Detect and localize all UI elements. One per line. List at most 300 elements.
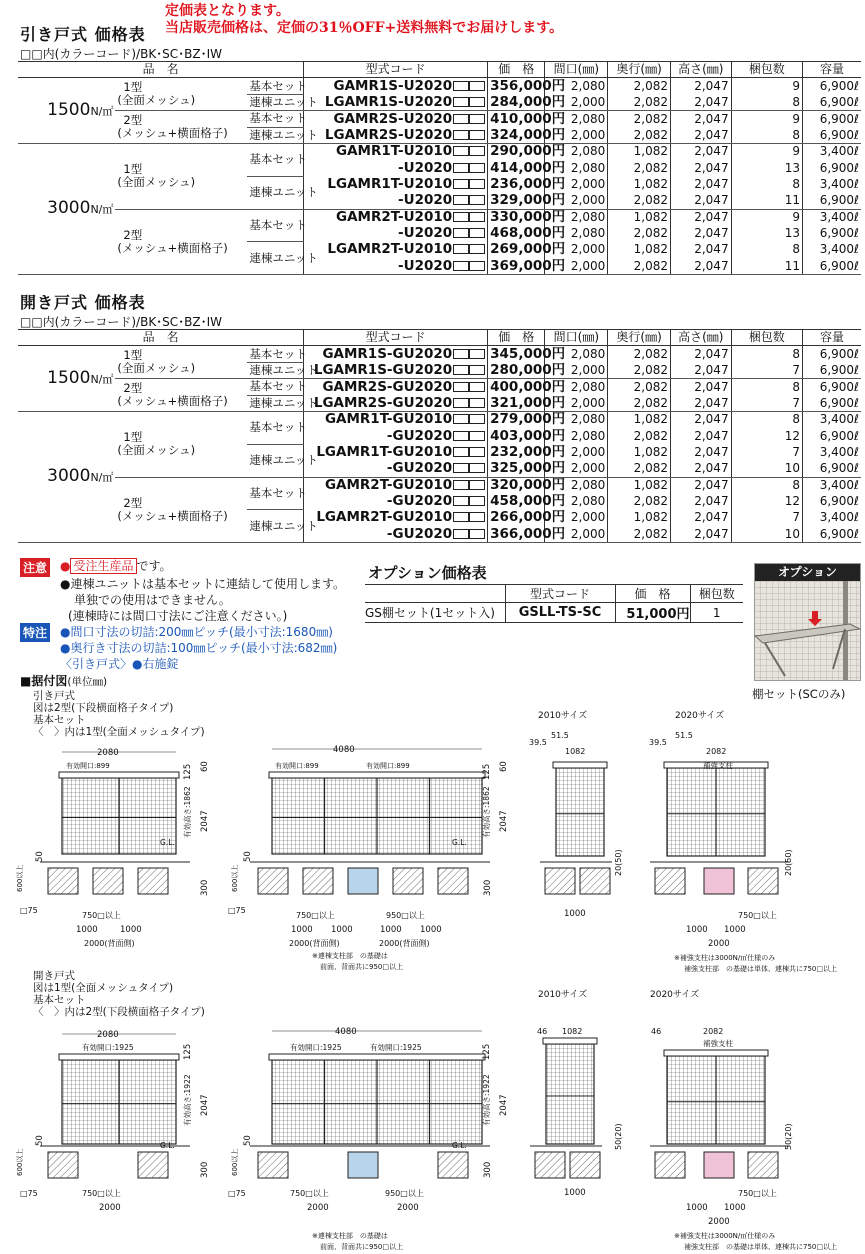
- dim-eff1925-c: 有効開口:1925: [370, 1043, 422, 1052]
- dim-50-a: 50: [35, 851, 45, 862]
- sliding-color-code: □□内(カラーコード)/BK･SC･BZ･IW: [20, 47, 223, 61]
- h-cell: 2,047: [670, 510, 731, 526]
- h-cell: 2,047: [670, 477, 731, 493]
- note-a3: ※連棟支柱部 の基礎は: [312, 1232, 388, 1240]
- d-cell: 2,082: [608, 362, 671, 378]
- footing-e0: [48, 1152, 78, 1178]
- option-pack: 1: [690, 603, 743, 623]
- caution-note-2: 単独での使用はできません。: [74, 593, 231, 607]
- reinf-b: 補強支柱: [703, 1039, 733, 1048]
- model-code: GAMR2T-GU2010: [304, 477, 488, 493]
- price-cell: 356,000円: [488, 78, 545, 94]
- price-cell: 279,000円: [488, 411, 545, 427]
- price-cell: 400,000円: [488, 379, 545, 395]
- footing-b2: [348, 868, 378, 894]
- pk-cell: 7: [731, 444, 802, 460]
- caution-label: 注意: [20, 558, 50, 577]
- caution-note-1: ●連棟ユニットは基本セットに連結して使用します。: [60, 577, 346, 591]
- set-cell: 連棟ユニット: [249, 94, 318, 109]
- dim-2000b-a: 2000(背面側): [84, 939, 135, 948]
- d-cell: 2,082: [608, 461, 671, 477]
- h-cell: 2,047: [670, 395, 731, 411]
- d-cell: 2,082: [608, 258, 671, 274]
- footing-g1: [570, 1152, 600, 1178]
- d-cell: 1,082: [608, 143, 671, 159]
- model-code: LGAMR2T-GU2010: [304, 510, 488, 526]
- model-code: -GU2020: [304, 428, 488, 444]
- price-cell: 403,000円: [488, 428, 545, 444]
- dim-2000-a: 2000: [708, 939, 730, 949]
- option-price: 51,000円: [615, 603, 690, 623]
- type-cell: 2型 (メッシュ+横面格子): [115, 379, 247, 412]
- price-cell: 414,000円: [488, 160, 545, 176]
- pk-cell: 7: [731, 395, 802, 411]
- h-cell: 2,047: [670, 176, 731, 192]
- w-cell: 2,000: [545, 176, 608, 192]
- d-cell: 2,082: [608, 526, 671, 542]
- vol-cell: 6,900ℓ: [802, 493, 861, 509]
- vol-cell: 3,400ℓ: [802, 242, 861, 258]
- footing-c1: [580, 868, 610, 894]
- w-cell: 2,000: [545, 444, 608, 460]
- install-hinged-l3: 基本セット: [33, 994, 86, 1006]
- option-photo-label: オプション: [755, 564, 860, 581]
- vol-cell: 3,400ℓ: [802, 477, 861, 493]
- model-code: GAMR2S-U2020: [304, 111, 488, 127]
- model-code: -U2020: [304, 193, 488, 209]
- w-cell: 2,000: [545, 94, 608, 110]
- dim-750-e: 750□以上: [290, 1189, 329, 1198]
- dim-2082-b: 2082: [703, 1027, 724, 1036]
- dim-1000-g: 1000: [564, 909, 586, 919]
- price-cell: 325,000円: [488, 461, 545, 477]
- sliding-side-2010: [556, 768, 604, 856]
- type-cell: 2型 (メッシュ+横面格子): [115, 111, 247, 144]
- hinged-side-2010: [546, 1044, 594, 1144]
- dim-1000-f: 1000: [420, 925, 442, 935]
- price-cell: 269,000円: [488, 242, 545, 258]
- d-cell: 2,082: [608, 160, 671, 176]
- dim-1000-i: 1000: [724, 925, 746, 935]
- install-title: ■据付図(単位㎜): [20, 674, 108, 688]
- dim-600-a: 600以上: [16, 864, 24, 892]
- pk-cell: 9: [731, 209, 802, 225]
- w-cell: 2,080: [545, 209, 608, 225]
- option-name: GS棚セット(1セット入): [365, 603, 505, 623]
- dim-2047-d: 2047: [499, 1094, 509, 1116]
- h-cell: 2,047: [670, 346, 731, 362]
- dim-395-a: 39.5: [529, 738, 547, 747]
- dim-5020-a: 50(20): [614, 1123, 623, 1150]
- w-cell: 2,000: [545, 127, 608, 143]
- dim-515-a: 51.5: [551, 731, 569, 740]
- vol-cell: 6,900ℓ: [802, 193, 861, 209]
- footing-c0: [545, 868, 575, 894]
- set-cell: 基本セット: [247, 209, 303, 242]
- pk-cell: 12: [731, 428, 802, 444]
- vol-cell: 6,900ℓ: [802, 78, 861, 94]
- install-sliding-l2: 図は2型(下段横面格子タイプ): [33, 702, 174, 714]
- dim-750-c: 750□以上: [738, 911, 777, 920]
- dim-effh-c: 有効高さ:1922: [183, 1074, 192, 1126]
- price-cell: 290,000円: [488, 143, 545, 159]
- price-cell: 320,000円: [488, 477, 545, 493]
- sliding-price-table: 品 名 型式コード 価 格 間口(㎜) 奥行(㎜) 高さ(㎜) 梱包数 容量 1500N/㎡ 1型 (全面メッシュ) 基本セット GAMR1S-U2020 356,000円 2,080 2,082 2,047 9 6,900ℓ 連棟ユニット LGAMR1S-U2020 284,000円 2,000 2,082 2,047 8 6,900ℓ 2型 (メッシュ+横面格子) 基本セット GAMR2S-U2020 410,000円 2,080 2,082 2,047 9 6,900ℓ 連棟ユニット LGAMR2S-U2020 324,000円 2,000 2,082 2,047 8 6,900ℓ 3000N/㎡ 1型 (全面メッシュ) 基本セット GAMR1T-U2010 290,000円 2,080 1,082 2,047 9 3,400ℓ -U2020 414,000円 2,080 2,082 2,047 13 6,900ℓ 連棟ユニット LGAMR1T-U2010 236,000円 2,000 1,082 2,047 8 3,400ℓ -U2020 329,000円 2,000 2,082 2,047 11 6,900ℓ 2型 (メッシュ+横面格子) 基本セット GAMR2T-U2010 330,000円 2,080 1,082 2,047 9 3,400ℓ -U2020 468,000円 2,080 2,082 2,047 13 6,900ℓ 連棟ユニット LGAMR2T-U2010 269,000円 2,000 1,082 2,047 8 3,400ℓ -U2020 369,000円 2,000 2,082 2,047 11 6,900ℓ: [18, 61, 861, 275]
- price-cell: 468,000円: [488, 225, 545, 241]
- dim-2000-b: 2000: [99, 1203, 121, 1213]
- model-code: -GU2020: [304, 526, 488, 542]
- dim-eff1925-a: 有効開口:1925: [82, 1043, 134, 1052]
- vol-cell: 6,900ℓ: [802, 94, 861, 110]
- price-cell: 330,000円: [488, 209, 545, 225]
- w-cell: 2,000: [545, 395, 608, 411]
- gl-b: G.L.: [452, 838, 467, 847]
- w-cell: 2,080: [545, 346, 608, 362]
- h-cell: 2,047: [670, 493, 731, 509]
- w-cell: 2,000: [545, 526, 608, 542]
- price-cell: 266,000円: [488, 510, 545, 526]
- set-cell: 基本セット: [247, 143, 303, 176]
- h-cell: 2,047: [670, 242, 731, 258]
- model-code: LGAMR1T-GU2010: [304, 444, 488, 460]
- h-cell: 2,047: [670, 160, 731, 176]
- dim-75-a: □75: [20, 906, 38, 915]
- vol-cell: 6,900ℓ: [802, 127, 861, 143]
- dim-2000-d: 2000: [397, 1203, 419, 1213]
- dim-125-d: 125: [482, 1043, 492, 1060]
- set-cell: 連棟ユニット: [247, 242, 303, 275]
- option-title: オプション価格表: [368, 564, 487, 582]
- d-cell: 1,082: [608, 411, 671, 427]
- model-code: LGAMR2S-U2020: [304, 127, 488, 143]
- hinged-shed-linked-roof: [269, 1054, 485, 1060]
- dim-1000-k: 1000: [686, 1203, 708, 1213]
- option-table: 型式コード 価 格 梱包数 GS棚セット(1セット入) GSLL-TS-SC 51,000円 1: [365, 584, 743, 623]
- pk-cell: 11: [731, 258, 802, 274]
- model-code: GAMR2T-U2010: [304, 209, 488, 225]
- set-cell: 基本セット: [249, 78, 307, 93]
- price-cell: 345,000円: [488, 346, 545, 362]
- pk-cell: 8: [731, 176, 802, 192]
- dim-2047-a: 2047: [200, 810, 210, 832]
- h-cell: 2,047: [670, 127, 731, 143]
- dim-300-a: 300: [200, 879, 210, 896]
- dim-750-b: 750□以上: [296, 911, 335, 920]
- drawing-shapes: [40, 749, 790, 1178]
- h-cell: 2,047: [670, 461, 731, 477]
- dim-950-b: 950□以上: [385, 1189, 424, 1198]
- h-cell: 2,047: [670, 428, 731, 444]
- pk-cell: 8: [731, 379, 802, 395]
- note-b3: ※補強支柱は3000N/㎡仕様のみ: [674, 1232, 776, 1240]
- price-cell: 366,000円: [488, 526, 545, 542]
- note-b2: 補強支柱部 の基礎は単体、連棟共に750□以上: [684, 965, 837, 973]
- h-cell: 2,047: [670, 379, 731, 395]
- footing-b4: [438, 868, 468, 894]
- caution-note-3: (連棟時には間口寸法にご注意ください。): [68, 609, 288, 623]
- made-to-order-note: ● 受注生産品 です。: [60, 559, 172, 573]
- price-cell: 236,000円: [488, 176, 545, 192]
- dim-125-a: 125: [183, 763, 193, 780]
- pk-cell: 9: [731, 111, 802, 127]
- w-cell: 2,080: [545, 160, 608, 176]
- d-cell: 2,082: [608, 225, 671, 241]
- install-hinged-l2: 図は1型(全面メッシュタイプ): [33, 982, 174, 994]
- install-sliding-l4: 〈 〉内は1型(全面メッシュタイプ): [33, 726, 205, 738]
- dim-950-a: 950□以上: [386, 911, 425, 920]
- hinged-size-2020: 2020サイズ: [650, 990, 700, 1000]
- sliding-shed-basic-roof: [59, 772, 179, 778]
- vol-cell: 3,400ℓ: [802, 444, 861, 460]
- h-cell: 2,047: [670, 209, 731, 225]
- note-a2: 前面、背面共に950□以上: [320, 963, 403, 971]
- dim-300-c: 300: [200, 1161, 210, 1178]
- model-code: GAMR1T-U2010: [304, 143, 488, 159]
- d-cell: 1,082: [608, 176, 671, 192]
- pk-cell: 9: [731, 143, 802, 159]
- sliding-title: 引き戸式 価格表: [20, 25, 146, 44]
- footing-f1: [348, 1152, 378, 1178]
- w-cell: 2,080: [545, 428, 608, 444]
- model-code: -U2020: [304, 225, 488, 241]
- dim-2050-a: 20(50): [614, 849, 623, 876]
- footing-b3: [393, 868, 423, 894]
- w-cell: 2,080: [545, 379, 608, 395]
- model-code: LGAMR2S-GU2020: [304, 395, 488, 411]
- dim-515-b: 51.5: [675, 731, 693, 740]
- dim-1000-d: 1000: [331, 925, 353, 935]
- model-code: LGAMR2T-U2010: [304, 242, 488, 258]
- vol-cell: 3,400ℓ: [802, 209, 861, 225]
- price-cell: 284,000円: [488, 94, 545, 110]
- h-cell: 2,047: [670, 143, 731, 159]
- dim-1082-a: 1082: [565, 747, 586, 756]
- w-cell: 2,080: [545, 111, 608, 127]
- model-code: -GU2020: [304, 493, 488, 509]
- dim-2080-a: 2080: [97, 748, 119, 758]
- special-note-2: ●奥行き寸法の切詰:100㎜ピッチ(最小寸法:682㎜): [60, 641, 338, 655]
- footing-d0: [655, 868, 685, 894]
- dim-eff899-c: 有効開口:899: [366, 762, 410, 770]
- w-cell: 2,000: [545, 362, 608, 378]
- d-cell: 2,082: [608, 493, 671, 509]
- pk-cell: 10: [731, 526, 802, 542]
- vol-cell: 6,900ℓ: [802, 428, 861, 444]
- dim-600-d: 600以上: [231, 1148, 239, 1176]
- note-b1: ※補強支柱は3000N/㎡仕様のみ: [674, 954, 776, 962]
- reinf-a: 補強支柱: [703, 761, 733, 770]
- vol-cell: 6,900ℓ: [802, 362, 861, 378]
- dim-300-d: 300: [483, 1161, 493, 1178]
- vol-cell: 6,900ℓ: [802, 258, 861, 274]
- capacity-cell: 3000N/㎡: [18, 411, 115, 542]
- footing-d1: [704, 868, 734, 894]
- hinged-color-code: □□内(カラーコード)/BK･SC･BZ･IW: [20, 315, 223, 329]
- w-cell: 2,000: [545, 510, 608, 526]
- pk-cell: 8: [731, 411, 802, 427]
- dim-2000b-b: 2000(背面側): [289, 939, 340, 948]
- price-cell: 329,000円: [488, 193, 545, 209]
- hinged-size-2010: 2010サイズ: [538, 990, 588, 1000]
- h-cell: 2,047: [670, 111, 731, 127]
- dim-2080-b: 2080: [97, 1030, 119, 1040]
- install-hinged-l4: 〈 〉内は2型(下段横面格子タイプ): [33, 1006, 205, 1018]
- price-cell: 324,000円: [488, 127, 545, 143]
- set-cell: 連棟ユニット: [247, 444, 303, 477]
- dim-1082-b: 1082: [562, 1027, 583, 1036]
- set-cell: 連棟ユニット: [249, 395, 318, 410]
- dim-750-a: 750□以上: [82, 911, 121, 920]
- model-code: -U2020: [304, 160, 488, 176]
- footing-e1: [138, 1152, 168, 1178]
- dim-4080-b: 4080: [335, 1027, 357, 1037]
- hinged-title: 開き戸式 価格表: [20, 293, 146, 312]
- price-cell: 280,000円: [488, 362, 545, 378]
- sliding-side-2010-roof: [553, 762, 607, 768]
- model-code: GAMR1S-GU2020: [304, 346, 488, 362]
- h-cell: 2,047: [670, 411, 731, 427]
- dim-effh-d: 有効高さ:1922: [482, 1074, 491, 1126]
- install-sliding-l1: 引き戸式: [33, 690, 75, 702]
- d-cell: 2,082: [608, 193, 671, 209]
- footing-a1: [93, 868, 123, 894]
- pk-cell: 8: [731, 242, 802, 258]
- note-a4: 前面、背面共に950□以上: [320, 1243, 403, 1251]
- special-label: 特注: [20, 623, 50, 642]
- dim-600-b: 600以上: [231, 864, 239, 892]
- dim-effh-a: 有効高さ:1862: [183, 786, 192, 838]
- dim-50-d: 50: [243, 1135, 253, 1146]
- price-cell: 369,000円: [488, 258, 545, 274]
- dim-50-b: 50: [243, 851, 253, 862]
- footing-b1: [303, 868, 333, 894]
- d-cell: 2,082: [608, 94, 671, 110]
- dim-75-c: □75: [20, 1189, 38, 1198]
- d-cell: 1,082: [608, 242, 671, 258]
- install-hinged-l1: 開き戸式: [33, 970, 75, 982]
- dim-1000-h: 1000: [686, 925, 708, 935]
- d-cell: 2,082: [608, 78, 671, 94]
- dim-2050-b: 20(50): [784, 849, 793, 876]
- set-cell: 基本セット: [247, 411, 303, 444]
- pk-cell: 11: [731, 193, 802, 209]
- pk-cell: 12: [731, 493, 802, 509]
- dim-60-a: 60: [200, 761, 210, 772]
- dim-effh-b: 有効高さ:1862: [482, 786, 491, 838]
- footing-h2: [748, 1152, 778, 1178]
- note-b4: 補強支柱部 の基礎は単体、連棟共に750□以上: [684, 1243, 837, 1251]
- price-cell: 321,000円: [488, 395, 545, 411]
- model-code: GAMR1T-GU2010: [304, 411, 488, 427]
- vol-cell: 6,900ℓ: [802, 160, 861, 176]
- dim-75-b: □75: [228, 906, 246, 915]
- model-code: GAMR1S-U2020: [304, 78, 488, 94]
- set-cell: 連棟ユニット: [249, 362, 318, 377]
- h-cell: 2,047: [670, 193, 731, 209]
- dim-750-f: 750□以上: [738, 1189, 777, 1198]
- h-cell: 2,047: [670, 362, 731, 378]
- price-cell: 232,000円: [488, 444, 545, 460]
- dim-46-a: 46: [537, 1027, 548, 1036]
- d-cell: 2,082: [608, 428, 671, 444]
- type-cell: 1型 (全面メッシュ): [115, 411, 247, 477]
- footing-b0: [258, 868, 288, 894]
- dim-eff1925-b: 有効開口:1925: [290, 1043, 342, 1052]
- set-cell: 連棟ユニット: [247, 176, 303, 209]
- capacity-cell: 1500N/㎡: [18, 346, 115, 412]
- model-code: -U2020: [304, 258, 488, 274]
- capacity-cell: 1500N/㎡: [18, 78, 115, 144]
- dim-1000-e: 1000: [380, 925, 402, 935]
- type-cell: 2型 (メッシュ+横面格子): [115, 209, 247, 275]
- capacity-cell: 3000N/㎡: [18, 143, 115, 274]
- w-cell: 2,080: [545, 493, 608, 509]
- w-cell: 2,080: [545, 78, 608, 94]
- dim-395-b: 39.5: [649, 738, 667, 747]
- sliding-size-2020: 2020サイズ: [675, 711, 725, 721]
- type-cell: 2型 (メッシュ+横面格子): [115, 477, 247, 543]
- footing-g0: [535, 1152, 565, 1178]
- vol-cell: 6,900ℓ: [802, 379, 861, 395]
- price-notice: 定価表となります。 当店販売価格は、定価の31％OFF+送料無料でお届けします。: [165, 3, 564, 36]
- dim-125-b: 125: [482, 763, 492, 780]
- footing-f2: [438, 1152, 468, 1178]
- dim-60-b: 60: [499, 761, 509, 772]
- w-cell: 2,080: [545, 477, 608, 493]
- dim-750-d: 750□以上: [82, 1189, 121, 1198]
- vol-cell: 6,900ℓ: [802, 461, 861, 477]
- hinged-side-2020-roof: [664, 1050, 768, 1056]
- vol-cell: 3,400ℓ: [802, 510, 861, 526]
- dim-4080-a: 4080: [333, 745, 355, 755]
- type-cell: 1型 (全面メッシュ): [115, 143, 247, 209]
- vol-cell: 6,900ℓ: [802, 225, 861, 241]
- gl-c: G.L.: [160, 1141, 175, 1150]
- dim-1000-j: 1000: [564, 1188, 586, 1198]
- pk-cell: 8: [731, 477, 802, 493]
- w-cell: 2,080: [545, 225, 608, 241]
- model-code: GAMR2S-GU2020: [304, 379, 488, 395]
- dim-300-b: 300: [483, 879, 493, 896]
- dim-2000-e: 2000: [708, 1217, 730, 1227]
- h-cell: 2,047: [670, 258, 731, 274]
- footing-d2: [748, 868, 778, 894]
- option-photo-caption: 棚セット(SCのみ): [752, 687, 846, 701]
- sliding-shed-linked-roof: [269, 772, 485, 778]
- type-cell: 1型 (全面メッシュ): [115, 78, 247, 111]
- install-sliding-l3: 基本セット: [33, 714, 86, 726]
- vol-cell: 3,400ℓ: [802, 176, 861, 192]
- dim-1000-l: 1000: [724, 1203, 746, 1213]
- w-cell: 2,080: [545, 143, 608, 159]
- d-cell: 1,082: [608, 444, 671, 460]
- d-cell: 1,082: [608, 477, 671, 493]
- pk-cell: 8: [731, 94, 802, 110]
- gl-d: G.L.: [452, 1141, 467, 1150]
- dim-2000b-c: 2000(背面側): [379, 939, 430, 948]
- dim-5020-b: 50(20): [784, 1123, 793, 1150]
- dim-600-c: 600以上: [16, 1148, 24, 1176]
- special-note-1: ●間口寸法の切詰:200㎜ピッチ(最小寸法:1680㎜): [60, 625, 333, 639]
- dim-2082-a: 2082: [706, 747, 727, 756]
- model-code: -GU2020: [304, 461, 488, 477]
- set-cell: 基本セット: [249, 111, 307, 126]
- w-cell: 2,000: [545, 461, 608, 477]
- pk-cell: 8: [731, 346, 802, 362]
- d-cell: 2,082: [608, 127, 671, 143]
- pk-cell: 10: [731, 461, 802, 477]
- d-cell: 2,082: [608, 346, 671, 362]
